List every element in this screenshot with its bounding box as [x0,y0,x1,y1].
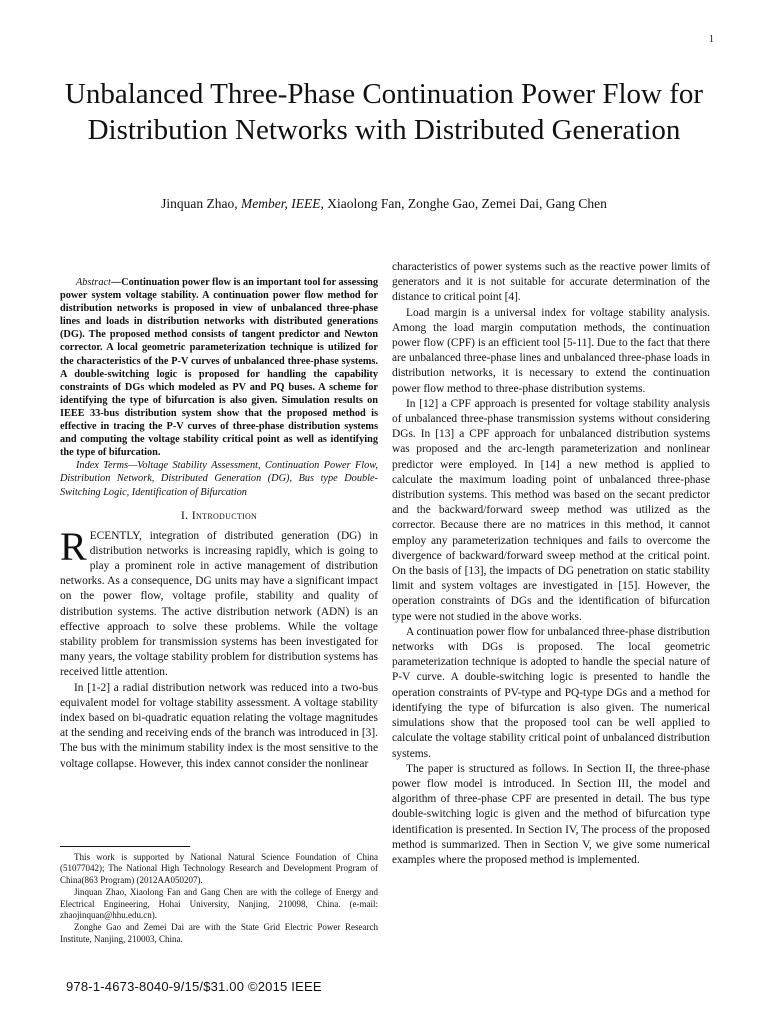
right-column [392,260,710,868]
abstract [60,276,378,459]
drop-cap: R [60,523,87,569]
author-affiliation: Member, IEEE [240,196,321,211]
right-paragraph-2: Load margin is a universal index for voltage stability analysis. Among the load margin computation methods, the continuation power flow (CPF) is an efficient tool [5-11]. Due to the fact that there are unbalanced three-phase lines and unbalanced three-phase loads in distribution networks, it is necessary to extend the continuation power flow method to three-phase distribution systems. [392,306,710,395]
author-rest: , Xiaolong Fan, Zonghe Gao, Zemei Dai, Gang Chen [320,196,607,211]
section-title: Introduction [191,507,258,522]
footnote-funding: This work is supported by National Natural Science Foundation of China (51077042); The National High Technology Research and Development Program of China(863 Program) (2012AA050207). [60,852,378,885]
right-paragraph-4: A continuation power flow for unbalanced three-phase distribution networks with DGs is proposed. The local geometric parameterization technique is adopted to handle the special nature of P-V curve. A double-switching logic is presented to handle the operation constraints of PV-type and PQ-type DGs and a method for identifying the type of bifurcation is also given. The numerical simulations show that the proposed tool can be well applied to calculate the voltage stability critical point of unbalanced distribution systems. [392,625,710,760]
right-paragraph-1: characteristics of power systems such as the reactive power limits of generators and it is not suitable for accurate determination of the distance to critical point [4]. [392,261,710,304]
footnote-divider [60,846,190,847]
section-number: I. [180,507,192,522]
footnote-affiliation-1: Jinquan Zhao, Xiaolong Fan and Gang Chen are with the college of Energy and Electrical Engineering, Hohai University, Nanjing, 210098, China. (e-mail: zhaojinquan@hhu.edu.cn). [60,887,378,921]
paper-title: Unbalanced Three-Phase Continuation Power Flow for Distribution Networks with Distributed Generation [64,78,704,146]
intro-paragraph-1 [60,523,378,681]
section-heading-introduction [60,508,378,523]
right-paragraph-5: The paper is structured as follows. In Section II, the three-phase power flow model is introduced. In Section III, the model and algorithm of three-phase CPF are presented in detail. The bus type double-switching logic is given and the method of bifurcation type identification is presented. In Section IV, The process of the proposed method is summarized. Then in Section V, we give some numerical examples where the proposed method is implemented. [392,762,710,866]
abstract-label: Abstract [76,277,111,288]
copyright-notice: 978-1-4673-8040-9/15/$31.00 ©2015 IEEE [66,979,322,994]
left-column [60,276,378,772]
index-terms: Index Terms—Voltage Stability Assessment, Continuation Power Flow, Distribution Network, Distributed Generation (DG), Bus type Double-Switching Logic, Identification of Bifurcation [60,460,378,498]
intro-paragraph-2: In [1-2] a radial distribution network was reduced into a two-bus equivalent model for voltage stability assessment. A voltage stability index based on bi-quadratic equation relating the voltage magnitudes at the sending and receiving ends of the branch was introduced in [3]. The bus with the minimum stability index is the most sensitive to the voltage collapse. However, this index cannot consider the nonlinear [60,681,378,770]
footnote-affiliation-2: Zonghe Gao and Zemei Dai are with the State Grid Electric Power Research Institute, Nanjing, 210003, China. [60,922,378,944]
abstract-text: —Continuation power flow is an important tool for assessing power system voltage stability. A continuation power flow method for distribution networks is proposed in view of unbalanced three-phase lines and loads in distribution networks with distributed generations (DG). The proposed method consists of tangent predictor and Newton corrector. A local geometric parameterization technique is utilized for the characteristics of the P-V curves of unbalanced three-phase systems. A double-switching logic is proposed for handling the capability constraints of DGs which modeled as PV and PQ buses. A scheme for identifying the type of bifurcation is also given. Simulation results on IEEE 33-bus distribution system show that the proposed method is effective in tracing the P-V curves of three-phase distribution systems and computing the voltage stability critical point as well as identifying the type of bifurcation. [60,277,378,459]
right-paragraph-3: In [12] a CPF approach is presented for voltage stability analysis of unbalanced three-phase transmission systems without considering DGs. In [13] a CPF approach for unbalanced distribution systems was proposed and the arc-length parameterization and nonlinear predictor were employed. In [14] a new method is applied to calculate the maximum loading point of unbalanced three-phase distribution systems. This method was based on the secant predictor and the backward/forward sweep method was utilized as the corrector. Because there are no matrices in this method, it cannot employ any parameterization techniques and fails to overcome the divergence of backward/forward sweep method at the critical point. On the basis of [13], the impacts of DG penetration on static stability limit and system voltages are investigated in [15]. However, the operation constraints of DGs and the identification of bifurcation type were not studied in the above works. [392,397,710,623]
author-first: Jinquan Zhao, [161,196,241,211]
page-number: 1 [709,34,714,45]
intro-paragraph-1-text: ECENTLY, integration of distributed generation (DG) in distribution networks is increasing rapidly, which is going to play a prominent role in active management of distribution networks. As a consequence, DG units may have a significant impact on the power flow, voltage profile, stability and quality of distribution systems. The active distribution network (ADN) is an effective approach to solve these problems. While the voltage stability problem for transmission systems has been investigated for many years, the voltage stability problem for distribution systems has received little attention. [60,529,378,679]
author-line [60,196,708,212]
footnotes [60,852,378,946]
